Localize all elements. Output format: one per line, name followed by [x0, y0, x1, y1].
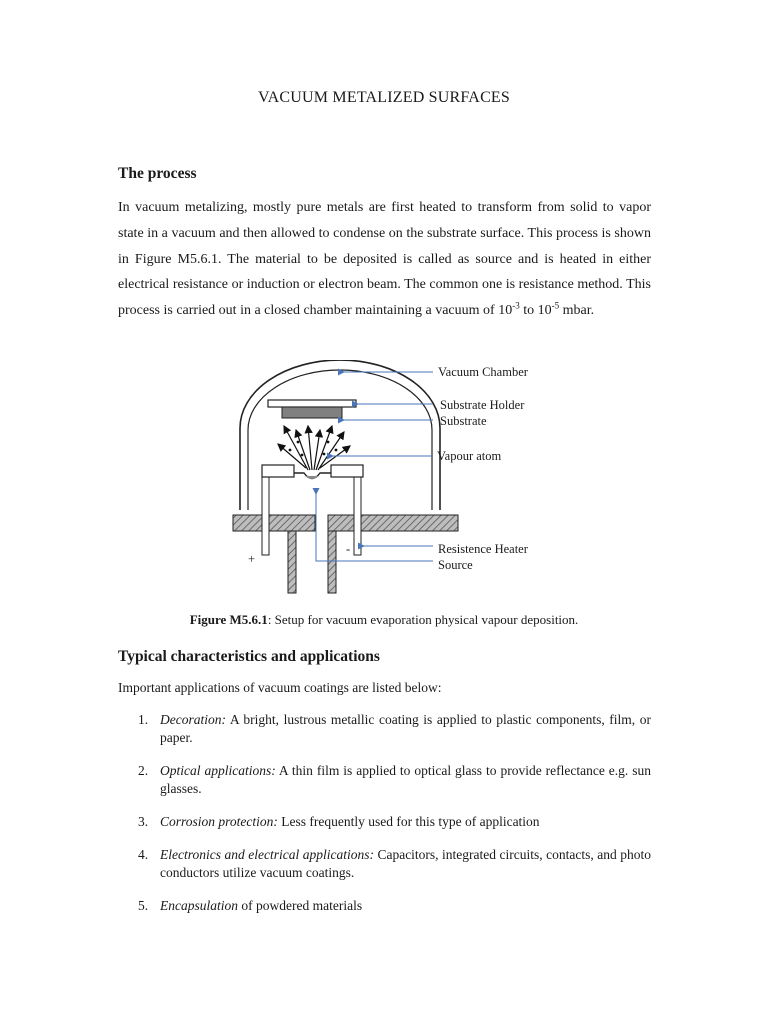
- label-substrate-holder: Substrate Holder: [440, 398, 525, 412]
- list-item-term: Decoration:: [160, 712, 226, 727]
- label-minus: -: [346, 542, 351, 556]
- feedthrough-right: [328, 531, 336, 593]
- list-item-text: Less frequently used for this type of application: [277, 814, 540, 829]
- bell-jar-outer: [240, 360, 440, 510]
- process-text: In vacuum metalizing, mostly pure metals are first heated to transform from solid to vapor state in a vacuum and then allowed to condense on the substrate surface. This process is shown in Figure M5.6.1. The material to be deposited is called as source and is heated in either electrical resistance or induction or electron beam. The common one is resistance method. This process is carried out in a closed chamber maintaining a vacuum of 10: [118, 200, 651, 319]
- label-vacuum-chamber: Vacuum Chamber: [438, 365, 528, 379]
- electrode-left: [262, 465, 269, 555]
- list-item: [118, 762, 651, 798]
- electrode-right: [354, 465, 361, 555]
- base-plate-left: [233, 515, 315, 531]
- substrate-holder: [268, 400, 356, 407]
- feedthrough-left: [288, 531, 296, 593]
- substrate: [282, 407, 342, 418]
- heater-clamp-right: [331, 465, 363, 477]
- section-heading-applications: Typical characteristics and applications: [118, 648, 380, 665]
- label-resistance-heater: Resistence Heater: [438, 542, 528, 556]
- list-item-number: 2.: [138, 763, 149, 778]
- list-item-number: 4.: [138, 847, 149, 862]
- process-text-mid: to 10: [519, 303, 552, 319]
- list-item-text: A thin film is applied to optical glass to provide reflectance e.g. sun glasses.: [160, 763, 651, 796]
- list-item-term: Encapsulation: [160, 898, 238, 913]
- list-item-text: A bright, lustrous metallic coating is applied to plastic components, film, or paper.: [160, 712, 651, 745]
- list-item: [118, 897, 651, 915]
- exponent-2: -5: [551, 300, 560, 311]
- figure-caption-text: : Setup for vacuum evaporation physical vapour deposition.: [267, 612, 579, 627]
- page-title: VACUUM METALIZED SURFACES: [257, 89, 511, 106]
- bell-jar-inner: [248, 370, 432, 510]
- figure-caption-label: Figure M5.6.1: [189, 612, 268, 627]
- label-plus: +: [248, 552, 256, 566]
- vapour-atom-arrows: [278, 426, 350, 470]
- label-vapour-atom: Vapour atom: [437, 449, 502, 463]
- base-plate-right: [328, 515, 458, 531]
- list-item-number: 1.: [138, 712, 149, 727]
- label-source: Source: [438, 558, 473, 572]
- list-item: [118, 846, 651, 882]
- process-paragraph: [118, 195, 651, 324]
- figure-caption: [0, 612, 768, 628]
- list-item-text: of powdered materials: [238, 898, 363, 913]
- list-item-number: 3.: [138, 814, 149, 829]
- list-item-text: Capacitors, integrated circuits, contacts, and photo conductors utilize vacuum coatings.: [160, 847, 651, 880]
- applications-intro: Important applications of vacuum coatings are listed below:: [118, 680, 442, 695]
- list-item: [118, 813, 651, 831]
- list-item-number: 5.: [138, 898, 149, 913]
- heater-clamp-left: [262, 465, 294, 477]
- list-item: [118, 711, 651, 747]
- label-substrate: Substrate: [440, 414, 487, 428]
- exponent-1: -3: [512, 300, 520, 311]
- list-item-term: Electronics and electrical applications:: [160, 847, 374, 862]
- applications-list: [118, 703, 651, 915]
- process-text-end: mbar.: [559, 303, 595, 319]
- list-item-term: Optical applications:: [160, 763, 276, 778]
- section-heading-process: The process: [118, 165, 197, 182]
- list-item-term: Corrosion protection:: [160, 814, 278, 829]
- vacuum-evaporation-diagram: [228, 360, 548, 595]
